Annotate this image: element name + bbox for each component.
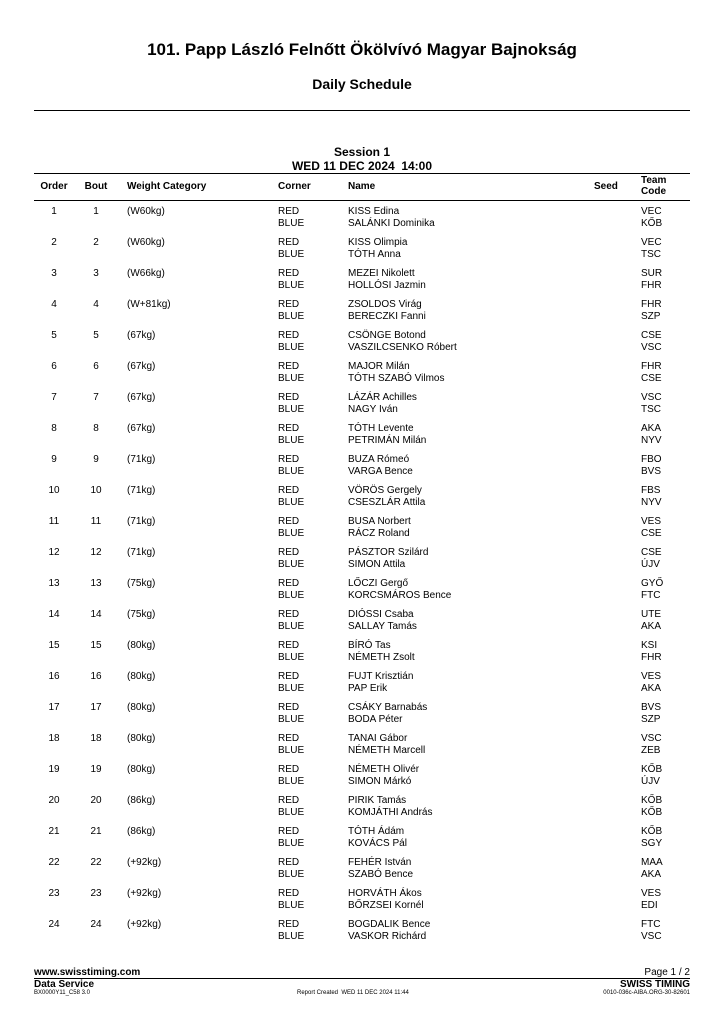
blue-corner-label: BLUE bbox=[278, 590, 305, 601]
blue-team-code: NYV bbox=[641, 435, 662, 446]
bout-cell: 17 bbox=[90, 702, 102, 713]
weight-category-cell: (W60kg) bbox=[127, 206, 165, 217]
red-corner-name: FEHÉR István bbox=[348, 857, 412, 868]
blue-team-code: SZP bbox=[641, 714, 661, 725]
bout-cell: 3 bbox=[93, 268, 99, 279]
red-corner-name: FUJT Krisztián bbox=[348, 671, 414, 682]
order-cell: 14 bbox=[48, 609, 60, 620]
session-datetime: WED 11 DEC 2024 14:00 bbox=[291, 159, 433, 173]
blue-team-code: TSC bbox=[641, 249, 661, 260]
blue-team-code: VSC bbox=[641, 931, 662, 942]
weight-category-cell: (75kg) bbox=[127, 578, 156, 589]
red-corner-label: RED bbox=[278, 485, 300, 496]
header-weight-category: Weight Category bbox=[127, 181, 207, 192]
red-corner-label: RED bbox=[278, 454, 300, 465]
table-row bbox=[34, 578, 690, 609]
bout-cell: 5 bbox=[93, 330, 99, 341]
blue-corner-name: SALÁNKI Dominika bbox=[348, 218, 435, 229]
red-corner-name: PIRIK Tamás bbox=[348, 795, 407, 806]
order-cell: 9 bbox=[51, 454, 57, 465]
blue-team-code: CSE bbox=[641, 373, 662, 384]
weight-category-cell: (W66kg) bbox=[127, 268, 165, 279]
footer-reference: 0010-036c-AIBA.ORG-30-82601 bbox=[603, 990, 690, 996]
table-row bbox=[34, 671, 690, 702]
footer-code: BX0000Y11_C58 3.0 bbox=[34, 990, 90, 996]
blue-team-code: ÚJV bbox=[641, 776, 660, 787]
table-row bbox=[34, 206, 690, 237]
table-row bbox=[34, 237, 690, 268]
weight-category-cell: (75kg) bbox=[127, 609, 156, 620]
table-row bbox=[34, 423, 690, 454]
blue-corner-name: VARGA Bence bbox=[348, 466, 413, 477]
red-team-code: KŐB bbox=[641, 795, 663, 806]
table-row bbox=[34, 733, 690, 764]
data-service-label: Data Service bbox=[34, 979, 95, 990]
red-corner-name: BUSA Norbert bbox=[348, 516, 411, 527]
bout-cell: 19 bbox=[90, 764, 102, 775]
blue-team-code: AKA bbox=[641, 869, 662, 880]
red-team-code: KSI bbox=[641, 640, 658, 651]
red-team-code: FHR bbox=[641, 299, 662, 310]
blue-corner-label: BLUE bbox=[278, 621, 305, 632]
weight-category-cell: (67kg) bbox=[127, 423, 156, 434]
table-row bbox=[34, 485, 690, 516]
red-corner-name: BUZA Rómeó bbox=[348, 454, 410, 465]
blue-corner-label: BLUE bbox=[278, 311, 305, 322]
header-team-line1: Team bbox=[641, 175, 667, 186]
red-team-code: KŐB bbox=[641, 826, 663, 837]
weight-category-cell: (71kg) bbox=[127, 485, 156, 496]
weight-category-cell: (80kg) bbox=[127, 764, 156, 775]
table-row bbox=[34, 330, 690, 361]
header-order: Order bbox=[40, 181, 68, 192]
red-team-code: VEC bbox=[641, 237, 662, 248]
order-cell: 13 bbox=[48, 578, 60, 589]
red-team-code: FTC bbox=[641, 919, 661, 930]
blue-corner-name: TÓTH Anna bbox=[348, 249, 401, 260]
weight-category-cell: (67kg) bbox=[127, 361, 156, 372]
blue-team-code: AKA bbox=[641, 621, 662, 632]
weight-category-cell: (W60kg) bbox=[127, 237, 165, 248]
bout-cell: 20 bbox=[90, 795, 102, 806]
table-row bbox=[34, 888, 690, 919]
order-cell: 11 bbox=[48, 516, 60, 527]
blue-corner-label: BLUE bbox=[278, 776, 305, 787]
blue-corner-name: PETRIMÁN Milán bbox=[348, 435, 427, 446]
order-cell: 22 bbox=[48, 857, 60, 868]
red-team-code: SUR bbox=[641, 268, 663, 279]
blue-corner-name: TÓTH SZABÓ Vilmos bbox=[348, 373, 445, 384]
weight-category-cell: (67kg) bbox=[127, 330, 156, 341]
blue-corner-name: CSESZLÁR Attila bbox=[348, 497, 426, 508]
red-team-code: FBO bbox=[641, 454, 662, 465]
bout-cell: 9 bbox=[93, 454, 99, 465]
red-corner-label: RED bbox=[278, 609, 300, 620]
page-number: Page 1 / 2 bbox=[644, 967, 690, 978]
order-cell: 16 bbox=[48, 671, 60, 682]
red-corner-label: RED bbox=[278, 671, 300, 682]
blue-corner-label: BLUE bbox=[278, 497, 305, 508]
red-corner-label: RED bbox=[278, 733, 300, 744]
blue-corner-name: NÉMETH Zsolt bbox=[348, 652, 415, 663]
red-corner-label: RED bbox=[278, 764, 300, 775]
blue-corner-label: BLUE bbox=[278, 218, 305, 229]
table-row bbox=[34, 299, 690, 330]
blue-team-code: SZP bbox=[641, 311, 661, 322]
order-cell: 3 bbox=[51, 268, 57, 279]
order-cell: 4 bbox=[51, 299, 57, 310]
order-cell: 12 bbox=[48, 547, 60, 558]
blue-team-code: FHR bbox=[641, 652, 662, 663]
top-divider bbox=[34, 110, 690, 111]
red-corner-name: TÓTH Ádám bbox=[348, 826, 405, 837]
red-corner-name: BÍRÓ Tas bbox=[348, 640, 391, 651]
header-team-code bbox=[641, 175, 666, 197]
red-corner-label: RED bbox=[278, 299, 300, 310]
red-corner-name: CSÖNGE Botond bbox=[348, 330, 426, 341]
blue-corner-label: BLUE bbox=[278, 652, 305, 663]
header-corner: Corner bbox=[278, 181, 311, 192]
bout-cell: 13 bbox=[90, 578, 102, 589]
table-row bbox=[34, 547, 690, 578]
blue-corner-name: VASKOR Richárd bbox=[348, 931, 427, 942]
blue-corner-name: NAGY Iván bbox=[348, 404, 398, 415]
blue-team-code: KŐB bbox=[641, 218, 663, 229]
blue-corner-name: BERECZKI Fanni bbox=[348, 311, 426, 322]
table-row bbox=[34, 361, 690, 392]
table-row bbox=[34, 795, 690, 826]
red-corner-label: RED bbox=[278, 330, 300, 341]
header-team-line2: Code bbox=[641, 186, 666, 197]
red-corner-name: ZSOLDOS Virág bbox=[348, 299, 422, 310]
weight-category-cell: (+92kg) bbox=[127, 888, 162, 899]
order-cell: 6 bbox=[51, 361, 57, 372]
red-team-code: FHR bbox=[641, 361, 662, 372]
blue-team-code: EDI bbox=[641, 900, 658, 911]
weight-category-cell: (71kg) bbox=[127, 454, 156, 465]
order-cell: 24 bbox=[48, 919, 60, 930]
blue-corner-name: RÁCZ Roland bbox=[348, 528, 410, 539]
blue-corner-name: PAP Erik bbox=[348, 683, 388, 694]
red-team-code: VES bbox=[641, 888, 662, 899]
blue-corner-label: BLUE bbox=[278, 838, 305, 849]
order-cell: 5 bbox=[51, 330, 57, 341]
swiss-timing-brand: SWISS TIMING bbox=[620, 979, 690, 990]
red-corner-name: MEZEI Nikolett bbox=[348, 268, 415, 279]
order-cell: 21 bbox=[48, 826, 60, 837]
table-row bbox=[34, 764, 690, 795]
table-row bbox=[34, 640, 690, 671]
blue-team-code: BVS bbox=[641, 466, 662, 477]
blue-team-code: ÚJV bbox=[641, 559, 660, 570]
red-corner-name: BOGDALIK Bence bbox=[348, 919, 431, 930]
blue-corner-label: BLUE bbox=[278, 528, 305, 539]
blue-corner-label: BLUE bbox=[278, 683, 305, 694]
red-corner-name: KISS Olimpia bbox=[348, 237, 408, 248]
red-team-code: VEC bbox=[641, 206, 662, 217]
report-created: Report Created WED 11 DEC 2024 11:44 bbox=[297, 990, 409, 996]
red-corner-label: RED bbox=[278, 547, 300, 558]
red-team-code: VES bbox=[641, 516, 662, 527]
blue-corner-label: BLUE bbox=[278, 745, 305, 756]
red-team-code: FBS bbox=[641, 485, 661, 496]
order-cell: 23 bbox=[48, 888, 60, 899]
header-name: Name bbox=[348, 181, 376, 192]
red-team-code: VES bbox=[641, 671, 662, 682]
bout-cell: 8 bbox=[93, 423, 99, 434]
order-cell: 2 bbox=[51, 237, 57, 248]
weight-category-cell: (67kg) bbox=[127, 392, 156, 403]
blue-corner-label: BLUE bbox=[278, 435, 305, 446]
weight-category-cell: (W+81kg) bbox=[127, 299, 171, 310]
red-corner-label: RED bbox=[278, 237, 300, 248]
red-corner-name: TÓTH Levente bbox=[348, 423, 414, 434]
bout-cell: 21 bbox=[90, 826, 102, 837]
red-corner-label: RED bbox=[278, 857, 300, 868]
blue-corner-label: BLUE bbox=[278, 869, 305, 880]
bout-cell: 7 bbox=[93, 392, 99, 403]
bout-cell: 10 bbox=[90, 485, 102, 496]
blue-team-code: NYV bbox=[641, 497, 662, 508]
weight-category-cell: (+92kg) bbox=[127, 857, 162, 868]
bout-cell: 11 bbox=[90, 516, 102, 527]
red-team-code: CSE bbox=[641, 330, 662, 341]
red-corner-name: KISS Edina bbox=[348, 206, 400, 217]
red-team-code: CSE bbox=[641, 547, 662, 558]
red-corner-name: LÁZÁR Achilles bbox=[348, 392, 417, 403]
blue-corner-name: VASZILCSENKO Róbert bbox=[348, 342, 457, 353]
red-corner-label: RED bbox=[278, 640, 300, 651]
weight-category-cell: (80kg) bbox=[127, 733, 156, 744]
bout-cell: 15 bbox=[90, 640, 102, 651]
order-cell: 20 bbox=[48, 795, 60, 806]
bout-cell: 23 bbox=[90, 888, 102, 899]
bout-cell: 22 bbox=[90, 857, 102, 868]
red-corner-label: RED bbox=[278, 392, 300, 403]
bout-cell: 24 bbox=[90, 919, 102, 930]
red-corner-label: RED bbox=[278, 888, 300, 899]
blue-corner-name: SALLAY Tamás bbox=[348, 621, 417, 632]
blue-corner-label: BLUE bbox=[278, 559, 305, 570]
blue-team-code: ZEB bbox=[641, 745, 661, 756]
header-seed: Seed bbox=[594, 181, 618, 192]
blue-corner-name: BŐRZSEI Kornél bbox=[348, 900, 424, 911]
blue-corner-name: SIMON Márkó bbox=[348, 776, 412, 787]
document-title: 101. Papp László Felnőtt Ökölvívó Magyar Bajnokság bbox=[147, 40, 577, 59]
table-row bbox=[34, 857, 690, 888]
blue-corner-label: BLUE bbox=[278, 404, 305, 415]
red-team-code: BVS bbox=[641, 702, 662, 713]
red-corner-label: RED bbox=[278, 268, 300, 279]
bottom-divider bbox=[34, 978, 690, 979]
red-corner-label: RED bbox=[278, 795, 300, 806]
blue-team-code: VSC bbox=[641, 342, 662, 353]
blue-corner-name: KOVÁCS Pál bbox=[348, 838, 407, 849]
red-corner-label: RED bbox=[278, 206, 300, 217]
blue-corner-label: BLUE bbox=[278, 373, 305, 384]
red-corner-label: RED bbox=[278, 702, 300, 713]
blue-corner-label: BLUE bbox=[278, 466, 305, 477]
blue-team-code: TSC bbox=[641, 404, 661, 415]
red-corner-label: RED bbox=[278, 578, 300, 589]
header-bout: Bout bbox=[84, 181, 108, 192]
red-corner-label: RED bbox=[278, 516, 300, 527]
bout-cell: 4 bbox=[93, 299, 99, 310]
table-header bbox=[34, 173, 690, 201]
session-heading bbox=[0, 145, 724, 173]
bout-cell: 18 bbox=[90, 733, 102, 744]
bout-cell: 2 bbox=[93, 237, 99, 248]
red-team-code: UTE bbox=[641, 609, 661, 620]
bout-cell: 12 bbox=[90, 547, 102, 558]
blue-corner-name: NÉMETH Marcell bbox=[348, 745, 426, 756]
schedule-table bbox=[34, 206, 690, 950]
order-cell: 17 bbox=[48, 702, 60, 713]
red-corner-label: RED bbox=[278, 919, 300, 930]
order-cell: 1 bbox=[51, 206, 57, 217]
red-corner-name: CSÁKY Barnabás bbox=[348, 702, 428, 713]
red-corner-name: NÉMETH Olivér bbox=[348, 764, 420, 775]
red-team-code: AKA bbox=[641, 423, 662, 434]
weight-category-cell: (80kg) bbox=[127, 671, 156, 682]
blue-corner-label: BLUE bbox=[278, 342, 305, 353]
session-label: Session 1 bbox=[333, 145, 391, 159]
weight-category-cell: (71kg) bbox=[127, 516, 156, 527]
blue-corner-name: BODA Péter bbox=[348, 714, 403, 725]
red-team-code: KŐB bbox=[641, 764, 663, 775]
order-cell: 18 bbox=[48, 733, 60, 744]
order-cell: 10 bbox=[48, 485, 60, 496]
red-corner-label: RED bbox=[278, 826, 300, 837]
red-team-code: VSC bbox=[641, 733, 662, 744]
weight-category-cell: (80kg) bbox=[127, 640, 156, 651]
bout-cell: 14 bbox=[90, 609, 102, 620]
blue-team-code: FHR bbox=[641, 280, 662, 291]
document-subtitle: Daily Schedule bbox=[312, 76, 412, 92]
red-corner-name: LŐCZI Gergő bbox=[348, 578, 409, 589]
order-cell: 15 bbox=[48, 640, 60, 651]
red-corner-name: HORVÁTH Ákos bbox=[348, 888, 422, 899]
blue-corner-name: HOLLÓSI Jazmin bbox=[348, 280, 426, 291]
red-team-code: MAA bbox=[641, 857, 663, 868]
weight-category-cell: (71kg) bbox=[127, 547, 156, 558]
red-corner-name: DIÓSSI Csaba bbox=[348, 609, 414, 620]
blue-team-code: FTC bbox=[641, 590, 661, 601]
order-cell: 8 bbox=[51, 423, 57, 434]
blue-corner-label: BLUE bbox=[278, 900, 305, 911]
weight-category-cell: (+92kg) bbox=[127, 919, 162, 930]
red-corner-label: RED bbox=[278, 423, 300, 434]
blue-corner-label: BLUE bbox=[278, 280, 305, 291]
blue-corner-label: BLUE bbox=[278, 807, 305, 818]
red-team-code: GYŐ bbox=[641, 578, 664, 589]
red-corner-name: TANAI Gábor bbox=[348, 733, 408, 744]
table-row bbox=[34, 516, 690, 547]
table-row bbox=[34, 702, 690, 733]
weight-category-cell: (86kg) bbox=[127, 826, 156, 837]
table-row bbox=[34, 454, 690, 485]
blue-team-code: SGY bbox=[641, 838, 663, 849]
blue-corner-label: BLUE bbox=[278, 249, 305, 260]
blue-corner-label: BLUE bbox=[278, 931, 305, 942]
weight-category-cell: (80kg) bbox=[127, 702, 156, 713]
blue-team-code: AKA bbox=[641, 683, 662, 694]
red-corner-name: VÖRÖS Gergely bbox=[348, 485, 422, 496]
blue-corner-name: SZABÓ Bence bbox=[348, 869, 414, 880]
blue-corner-name: KOMJÁTHI András bbox=[348, 807, 433, 818]
red-corner-name: PÁSZTOR Szilárd bbox=[348, 547, 429, 558]
order-cell: 7 bbox=[51, 392, 57, 403]
blue-team-code: KŐB bbox=[641, 807, 663, 818]
table-row bbox=[34, 826, 690, 857]
blue-team-code: CSE bbox=[641, 528, 662, 539]
bout-cell: 1 bbox=[93, 206, 99, 217]
table-row bbox=[34, 919, 690, 950]
blue-corner-name: SIMON Attila bbox=[348, 559, 406, 570]
weight-category-cell: (86kg) bbox=[127, 795, 156, 806]
blue-corner-label: BLUE bbox=[278, 714, 305, 725]
red-corner-label: RED bbox=[278, 361, 300, 372]
table-row bbox=[34, 268, 690, 299]
red-team-code: VSC bbox=[641, 392, 662, 403]
bout-cell: 16 bbox=[90, 671, 102, 682]
table-row bbox=[34, 609, 690, 640]
bout-cell: 6 bbox=[93, 361, 99, 372]
footer-url[interactable]: www.swisstiming.com bbox=[34, 967, 141, 978]
blue-corner-name: KORCSMÁROS Bence bbox=[348, 590, 452, 601]
red-corner-name: MAJOR Milán bbox=[348, 361, 410, 372]
table-row bbox=[34, 392, 690, 423]
order-cell: 19 bbox=[48, 764, 60, 775]
